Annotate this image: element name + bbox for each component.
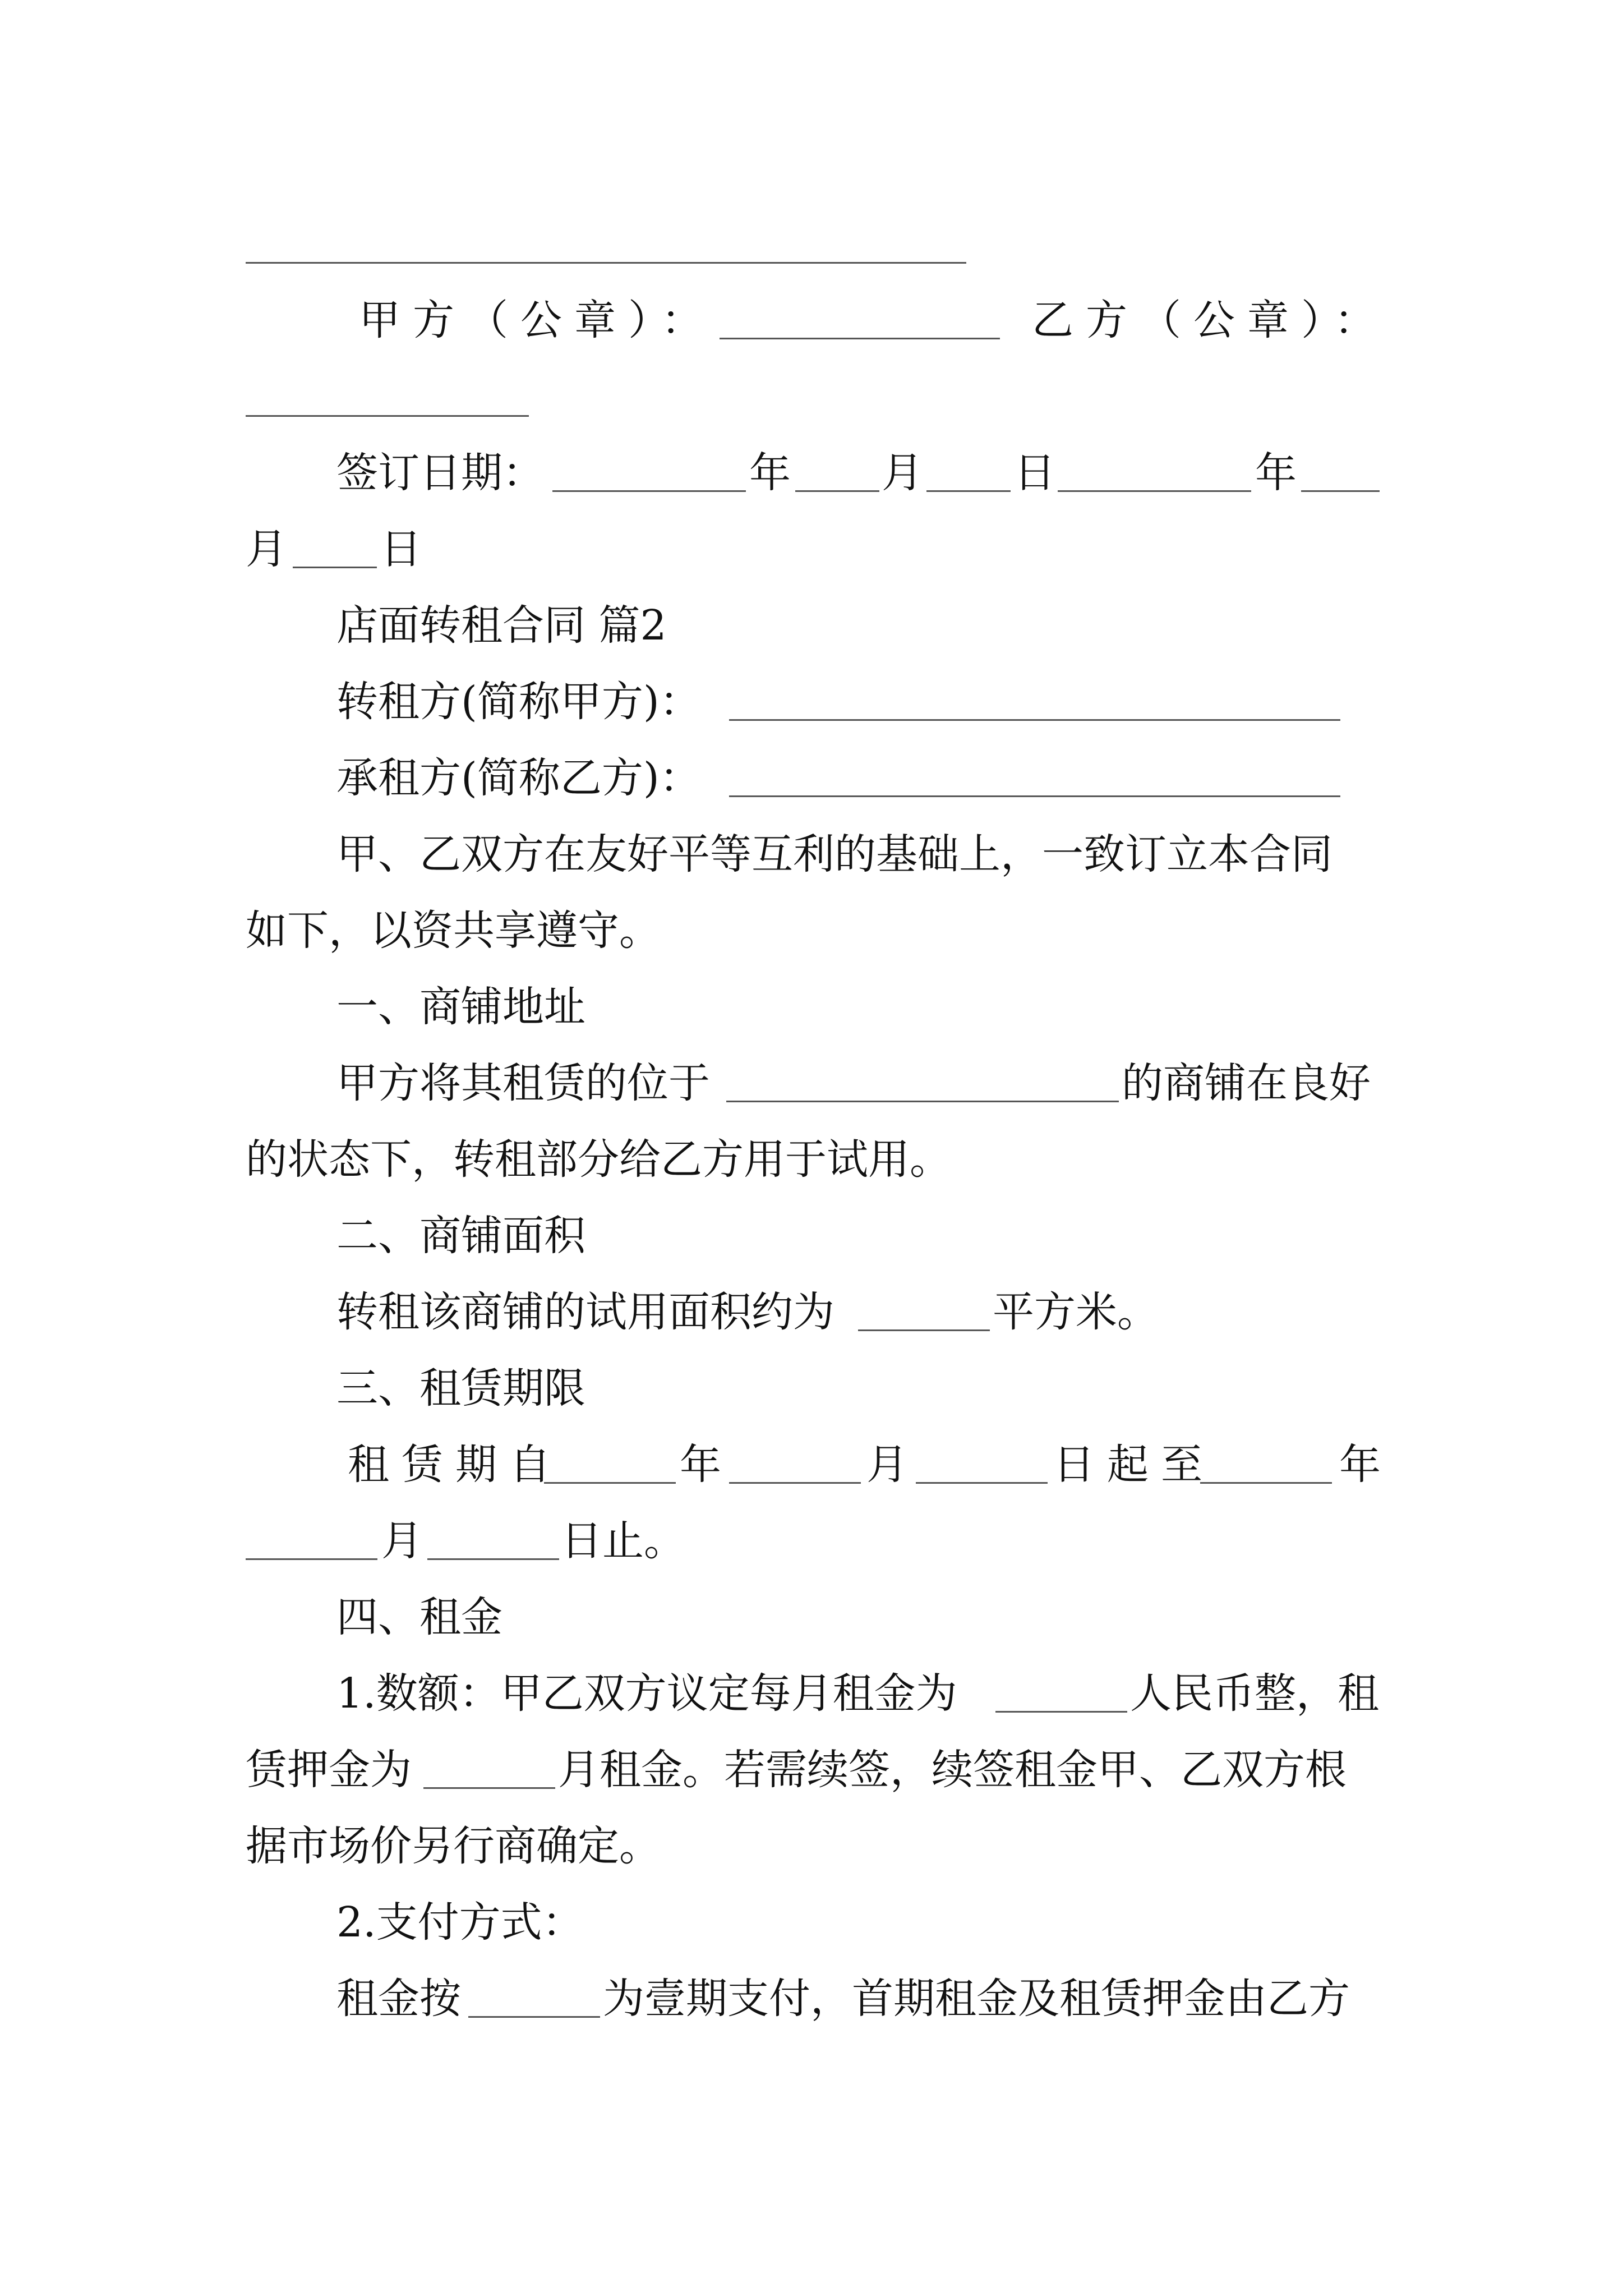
- signature-line: [0, 296, 1623, 344]
- heading-address-text: 一、商铺地址: [336, 983, 585, 1031]
- date2-year-label: 年: [1255, 449, 1297, 497]
- intro-line-2: [0, 907, 1623, 955]
- date2-month-label: 月: [246, 525, 287, 573]
- rent-text-d: 月租金。若需续签，续签租金甲、乙双方根: [558, 1746, 1347, 1794]
- party-a-seal-blank: [720, 338, 1000, 339]
- area-blank: [858, 1329, 990, 1331]
- address-blank: [726, 1101, 1119, 1102]
- date1-day-label: 日: [1014, 449, 1055, 497]
- sign-date-line: [0, 449, 1623, 497]
- term-text-a: 租赁期自: [348, 1441, 563, 1489]
- rent-text-e: 据市场价另行商确定。: [246, 1822, 661, 1870]
- address-line-1: [0, 1059, 1623, 1107]
- term-line-1: [0, 1441, 1623, 1489]
- heading-area-text: 二、商铺面积: [336, 1212, 585, 1260]
- intro-text-1: 甲、乙双方在友好平等互利的基础上，一致订立本合同: [336, 830, 1332, 878]
- heading-rent-text: 四、租金: [336, 1593, 502, 1641]
- date1-month-label: 月: [882, 449, 923, 497]
- rent-text-a: 1.数额：甲乙双方议定每月租金为: [336, 1669, 957, 1718]
- term-line-2: [0, 1517, 1623, 1565]
- sign-date-label: 签订日期：: [336, 449, 544, 497]
- payment-text-a: 租金按: [336, 1975, 461, 2023]
- term-from-day-label: 日起至: [1053, 1441, 1215, 1489]
- rent-line-2: [0, 1746, 1623, 1794]
- rent-text-b: 人民币整，租: [1130, 1669, 1379, 1718]
- top-rule: [246, 262, 966, 264]
- area-line: [0, 1288, 1623, 1336]
- rent-line-1: [0, 1669, 1623, 1718]
- term-to-year-label: 年: [1339, 1441, 1381, 1489]
- area-text-b: 平方米。: [993, 1288, 1159, 1336]
- term-from-year-label: 年: [680, 1441, 721, 1489]
- rent-text-c: 赁押金为: [246, 1746, 412, 1794]
- term-from-month-label: 月: [866, 1441, 908, 1489]
- heading-address: [0, 983, 1623, 1031]
- heading-term-text: 三、租赁期限: [336, 1364, 585, 1412]
- date2-year-blank: [1058, 490, 1251, 492]
- intro-text-2: 如下，以资共享遵守。: [246, 907, 661, 955]
- section-title: [0, 601, 1623, 650]
- payment-line: [0, 1975, 1623, 2023]
- payment-text-b: 为壹期支付，首期租金及租赁押金由乙方: [603, 1975, 1350, 2023]
- heading-term: [0, 1364, 1623, 1412]
- party-a-seal-label: 甲方（公章）：: [359, 296, 715, 344]
- term-from-day-blank: [916, 1482, 1048, 1484]
- term-to-year-blank: [1200, 1482, 1332, 1484]
- date1-day-blank: [926, 490, 1011, 492]
- address-line-2: [0, 1135, 1623, 1184]
- area-text-a: 转租该商铺的试用面积约为: [336, 1288, 834, 1336]
- sublessee-label: 承租方(简称乙方)：: [336, 754, 701, 802]
- date1-month-blank: [795, 490, 879, 492]
- sublessor-blank: [729, 719, 1340, 721]
- date2-day-label: 日: [380, 525, 422, 573]
- payment-heading-text: 2.支付方式：: [336, 1898, 584, 1947]
- term-to-day-label: 日止。: [561, 1517, 685, 1565]
- sublessor-line: [0, 678, 1623, 726]
- party-b-seal-label: 乙方（公章）：: [1032, 296, 1388, 344]
- section-title-text: 店面转租合同 篇2: [336, 601, 667, 650]
- date1-year-label: 年: [749, 449, 791, 497]
- sublessor-label: 转租方(简称甲方)：: [336, 678, 701, 726]
- sign-date-line-2: [0, 525, 1623, 573]
- rent-line-3: [0, 1822, 1623, 1870]
- term-from-month-blank: [729, 1482, 861, 1484]
- payment-heading: [0, 1898, 1623, 1947]
- date2-month-blank: [1301, 490, 1380, 492]
- term-from-year-blank: [544, 1482, 676, 1484]
- sublessee-line: [0, 754, 1623, 802]
- address-text-b: 的商铺在良好: [1122, 1059, 1371, 1107]
- date2-day-blank: [293, 567, 377, 568]
- term-to-day-blank: [427, 1558, 559, 1560]
- payment-period-blank: [468, 2016, 600, 2018]
- address-text-a: 甲方将其租赁的位于: [336, 1059, 710, 1107]
- rent-amount-blank: [995, 1711, 1127, 1713]
- sublessee-blank: [729, 795, 1340, 797]
- heading-rent: [0, 1593, 1623, 1641]
- date1-year-blank: [552, 490, 746, 492]
- deposit-blank: [423, 1787, 555, 1789]
- term-to-month-label: 月: [381, 1517, 423, 1565]
- address-text-c: 的状态下，转租部分给乙方用于试用。: [246, 1135, 951, 1184]
- intro-line-1: [0, 830, 1623, 878]
- term-to-month-blank: [246, 1558, 377, 1560]
- heading-area: [0, 1212, 1623, 1260]
- party-b-seal-blank: [246, 415, 529, 417]
